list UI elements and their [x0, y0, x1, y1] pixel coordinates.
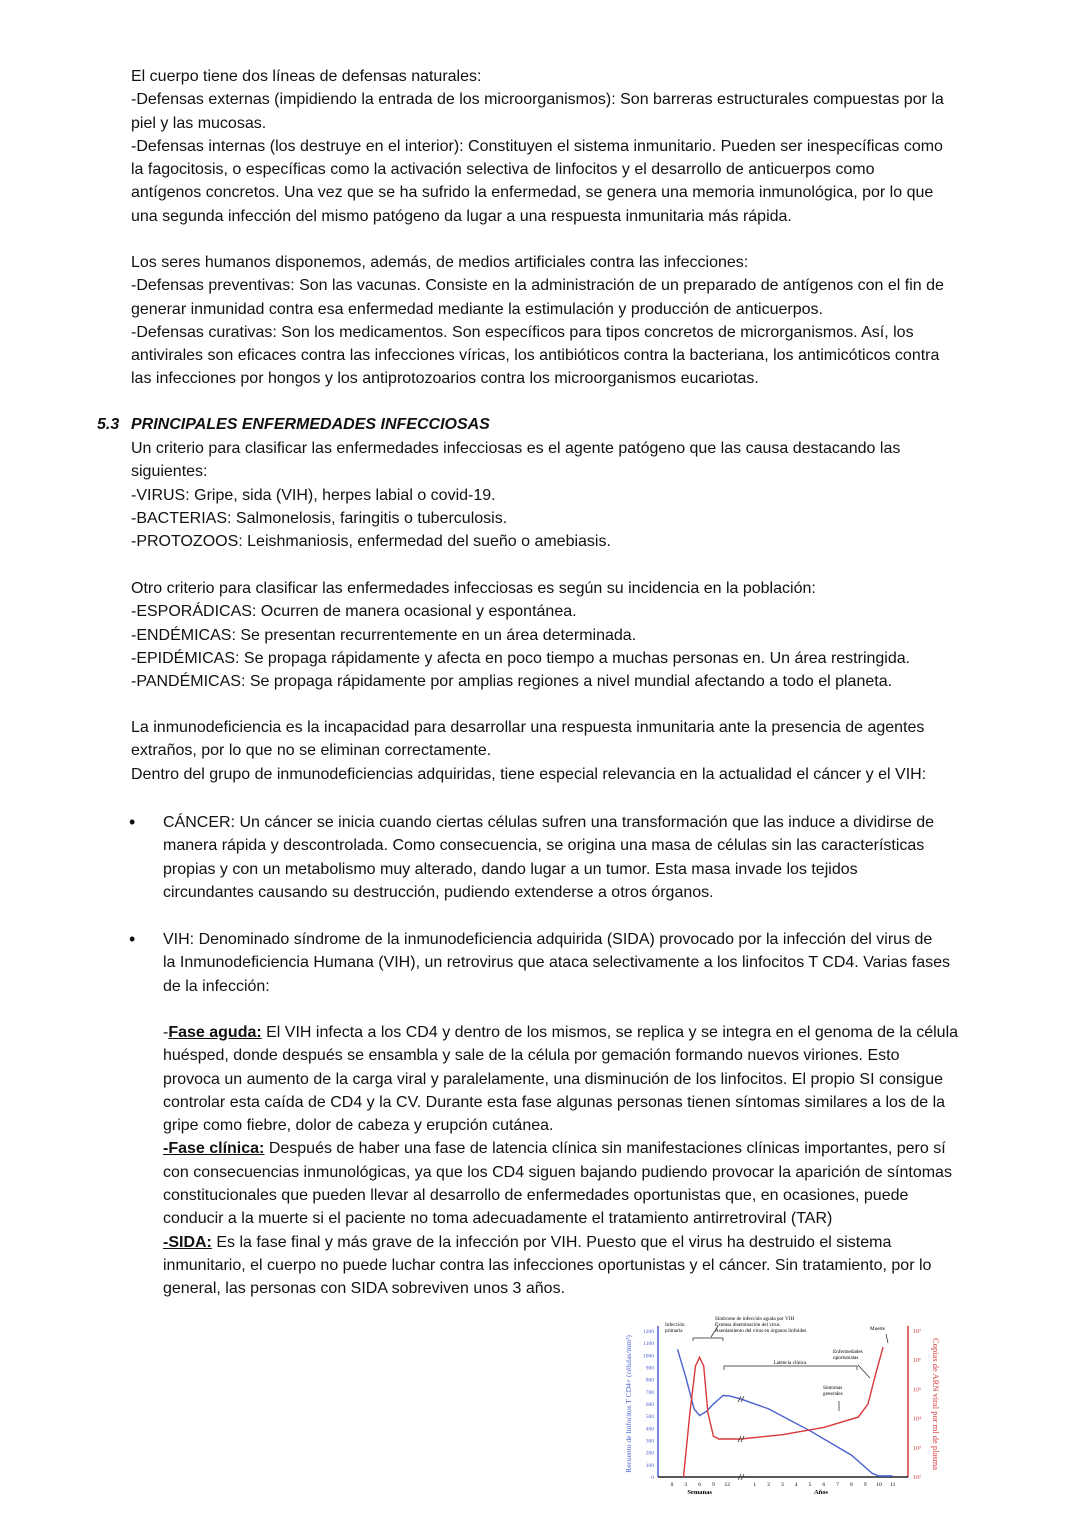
intro-paragraph: [131, 65, 944, 228]
bullet-icon: •: [129, 812, 136, 832]
text-line: provoca un aumento de la carga viral y paralelamente, una disminución de los linfocitos. El propio SI consigue: [163, 1070, 943, 1088]
x-tick-label: 0: [670, 1482, 674, 1488]
text-line: -EPIDÉMICAS: Se propaga rápidamente y afecta en poco tiempo a muchas personas en. Un área restringida.: [131, 649, 911, 667]
y-tick-label: 700: [645, 1389, 654, 1396]
text-line: propias y con un metabolismo muy alterado, dando lugar a un tumor. Esta masa invade los tejidos: [163, 860, 858, 878]
annotation-opportunistic: Enfermedades: [833, 1349, 863, 1355]
y-tick-label: 900: [645, 1365, 654, 1372]
text-line: inmunitario, el cuerpo no puede luchar contra las infecciones oportunistas y el cáncer. Sin tratamiento, por lo: [163, 1256, 932, 1274]
text-line: -PROTOZOOS: Leishmaniosis, enfermedad del sueño o amebiasis.: [131, 533, 611, 551]
phase-prefix: -: [163, 1024, 169, 1041]
x-tick-label: 4: [794, 1482, 798, 1488]
y2-axis-label: Copias de ARN viral por ml de plasma: [931, 1338, 941, 1470]
annotation-opportunistic: oportunistas: [833, 1355, 859, 1361]
text-line: El cuerpo tiene dos líneas de defensas naturales:: [131, 68, 482, 85]
text-line: de la infección:: [163, 977, 270, 995]
text-line: -Defensas externas (impidiendo la entrada de los microorganismos): Son barreras estructurales compuestas por la: [131, 91, 944, 109]
immunodeficiency-paragraph: [131, 716, 926, 786]
text-line: -Defensas curativas: Son los medicamentos. Son específicos para tipos concretos de microrganismos. Así, los: [131, 323, 914, 341]
annotation-symptoms: generales: [823, 1391, 843, 1397]
y-tick-label: 800: [645, 1377, 654, 1384]
y2-tick-label: 10⁶: [913, 1358, 922, 1365]
x-tick-label: 5: [808, 1482, 812, 1488]
text-line: piel y las mucosas.: [131, 114, 267, 132]
text-line: -ENDÉMICAS: Se presentan recurrentemente en un área determinada.: [131, 626, 637, 644]
y-tick-label: 200: [645, 1450, 654, 1457]
x-tick-label: 9: [863, 1482, 867, 1488]
x-tick-label: 11: [890, 1482, 896, 1488]
annotation-latency: Latencia clínica: [773, 1360, 807, 1366]
y2-tick-label: 10²: [913, 1475, 921, 1481]
text-line: antígenos concretos. Una vez que se ha sufrido la enfermedad, se genera una memoria inmunológica, por lo que: [131, 184, 934, 202]
text-line: gripe como fiebre, dolor de cabeza y erupción cutánea.: [163, 1117, 554, 1135]
text-line: constitucionales que pueden llevar al desarrollo de enfermedades oportunistas que, en ocasiones, puede: [163, 1187, 909, 1205]
annotation-primary-infection: primaria: [665, 1328, 683, 1334]
text-line: las infecciones por hongos y los antiprotozoarios contra los microorganismos eucariotas.: [131, 370, 759, 388]
text-line: generar inmunidad contra esa enfermedad mediante la estimulación y producción de anticuerpos.: [131, 300, 823, 318]
section-heading: [97, 413, 490, 436]
text-line: controlar esta caída de CD4 y la CV. Durante esta fase algunas personas tienen síntomas similares a los de la: [163, 1093, 946, 1111]
annotation-pointers: [839, 1334, 888, 1411]
x-tick-label: 3: [781, 1482, 784, 1488]
x-label-years: Años: [813, 1489, 829, 1496]
phase-text: El VIH infecta a los CD4 y dentro de los mismos, se replica y se integra en el genoma de la célula: [261, 1024, 959, 1041]
annotation-acute-syndrome: Asentamiento del virus en órganos linfoides: [715, 1328, 807, 1334]
y-axis-label: Recuento de linfocitos T CD4+ (células/mm³): [624, 1335, 633, 1473]
phase-first-line: [163, 1231, 958, 1254]
text-line: huésped, donde después se ensambla y sale de la célula por gemación formando nuevos viriones. Esto: [163, 1047, 900, 1065]
y-tick-label: 400: [645, 1426, 654, 1433]
y-tick-label: 0: [651, 1475, 654, 1481]
section-title: PRINCIPALES ENFERMEDADES INFECCIOSAS: [131, 416, 490, 433]
y-tick-label: 1000: [643, 1353, 654, 1360]
y2-tick-label: 10⁵: [913, 1387, 922, 1394]
text-line: Un criterio para clasificar las enfermedades infecciosas es el agente patógeno que las causa destacando las: [131, 440, 901, 457]
text-line: -Defensas internas (los destruye en el interior): Constituyen el sistema inmunitario. Pueden ser inespecíficas como: [131, 137, 943, 155]
x-tick-label: 3: [684, 1482, 688, 1488]
hiv-bullet: [163, 928, 950, 998]
y2-tick-label: 10³: [913, 1445, 921, 1452]
phase-label: Fase aguda:: [168, 1024, 262, 1041]
x-tick-label: 2: [767, 1482, 770, 1488]
x-tick-label: 6: [822, 1482, 826, 1488]
text-line: con consecuencias inmunológicas, ya que los CD4 siguen bajando pudiendo provocar la aparición de síntomas: [163, 1163, 952, 1181]
hiv-progression-chart: [615, 1308, 945, 1508]
hiv-phases: [163, 1021, 958, 1301]
phase-first-line: [163, 1137, 958, 1160]
artificial-defenses-paragraph: [131, 251, 944, 391]
y-tick-label: 500: [645, 1414, 654, 1421]
y-tick-label: 600: [645, 1402, 654, 1408]
incidence-paragraph: [131, 577, 910, 693]
phase-first-line: [163, 1021, 958, 1044]
y-tick-label: 1100: [643, 1341, 654, 1348]
y2-tick-label: 10⁴: [913, 1416, 922, 1423]
text-line: -ESPORÁDICAS: Ocurren de manera ocasional y espontánea.: [131, 603, 577, 621]
x-tick-label: 8: [850, 1482, 853, 1488]
text-line: Otro criterio para clasificar las enfermedades infecciosas es según su incidencia en la población:: [131, 580, 816, 597]
annotation-death: Muerte: [870, 1326, 885, 1332]
text-line: antivirales son eficaces contra las infecciones víricas, los antibióticos contra la bacteriana, los antimicóticos contra: [131, 347, 940, 365]
text-line: una segunda infección del mismo patógeno da lugar a una respuesta inmunitaria más rápida.: [131, 207, 792, 225]
x-label-weeks: Semanas: [687, 1489, 712, 1496]
x-tick-label: 1: [753, 1482, 757, 1488]
x-tick-label: 10: [876, 1482, 882, 1488]
y-tick-label: 300: [645, 1438, 654, 1445]
cd4-line: [678, 1349, 893, 1476]
text-line: conducir a la muerte si el paciente no toma adecuadamente el tratamiento antirretroviral (TAR): [163, 1210, 833, 1228]
x-tick-label: 9: [712, 1482, 715, 1488]
text-line: la fagocitosis, o específicas como la activación selectiva de linfocitos y el desarrollo de anticuerpos como: [131, 161, 875, 179]
agents-paragraph: [131, 437, 900, 553]
annotation-acute-syndrome: Extensa diseminación del virus: [715, 1322, 780, 1328]
cancer-bullet: [163, 811, 934, 904]
phase-label: -SIDA:: [163, 1233, 212, 1251]
text-line: -BACTERIAS: Salmonelosis, faringitis o tuberculosis.: [131, 509, 508, 527]
text-line: Los seres humanos disponemos, además, de medios artificiales contra las infecciones:: [131, 254, 749, 271]
text-line: extraños, por lo que no se eliminan correctamente.: [131, 742, 492, 760]
annotation-symptoms: Síntomas: [823, 1385, 843, 1391]
x-tick-label: 6: [698, 1482, 701, 1488]
section-number: 5.3: [97, 416, 120, 433]
x-tick-label: 7: [836, 1482, 839, 1488]
phase-text: Después de haber una fase de latencia clínica sin manifestaciones clínicas importantes, pero sí: [264, 1140, 946, 1158]
phase-text: Es la fase final y más grave de la infección por VIH. Puesto que el virus ha destruido el sistema: [211, 1233, 892, 1251]
text-line: manera rápida y descontrolada. Como consecuencia, se origina una masa de células sin las características: [163, 837, 925, 855]
text-line: VIH: Denominado síndrome de la inmunodeficiencia adquirida (SIDA) provocado por la infección del virus de: [163, 931, 933, 948]
bullet-icon: •: [129, 929, 136, 949]
text-line: general, las personas con SIDA sobreviven unos 3 años.: [163, 1280, 566, 1298]
annotation-primary-infection: Infección: [665, 1322, 685, 1328]
text-line: La inmunodeficiencia es la incapacidad para desarrollar una respuesta inmunitaria ante la presencia de agentes: [131, 719, 925, 736]
text-line: -PANDÉMICAS: Se propaga rápidamente por amplias regiones a nivel mundial afectando a todo el planeta.: [131, 673, 893, 691]
text-line: Dentro del grupo de inmunodeficiencias adquiridas, tiene especial relevancia en la actualidad el cáncer y el VIH:: [131, 765, 927, 783]
text-line: circundantes causando su destrucción, pudiendo extenderse a otros órganos.: [163, 883, 714, 901]
text-line: siguientes:: [131, 463, 208, 481]
y-tick-label: 1200: [643, 1329, 654, 1335]
text-line: -VIRUS: Gripe, sida (VIH), herpes labial o covid-19.: [131, 486, 496, 504]
latency-bracket: [724, 1366, 857, 1370]
text-line: la Inmunodeficiencia Humana (VIH), un retrovirus que ataca selectivamente a los linfocitos T CD4. Varias fases: [163, 954, 951, 972]
phase-label: -Fase clínica:: [163, 1140, 265, 1158]
text-line: CÁNCER: Un cáncer se inicia cuando ciertas células sufren una transformación que las induce a dividirse de: [163, 814, 935, 831]
text-line: -Defensas preventivas: Son las vacunas. Consiste en la administración de un preparado de antígenos con el fin de: [131, 277, 944, 295]
y2-tick-label: 10⁷: [913, 1329, 922, 1335]
y-tick-label: 100: [645, 1462, 654, 1469]
annotation-acute-syndrome: Síndrome de infección aguda por VIH: [715, 1316, 795, 1322]
x-tick-label: 12: [724, 1482, 730, 1488]
